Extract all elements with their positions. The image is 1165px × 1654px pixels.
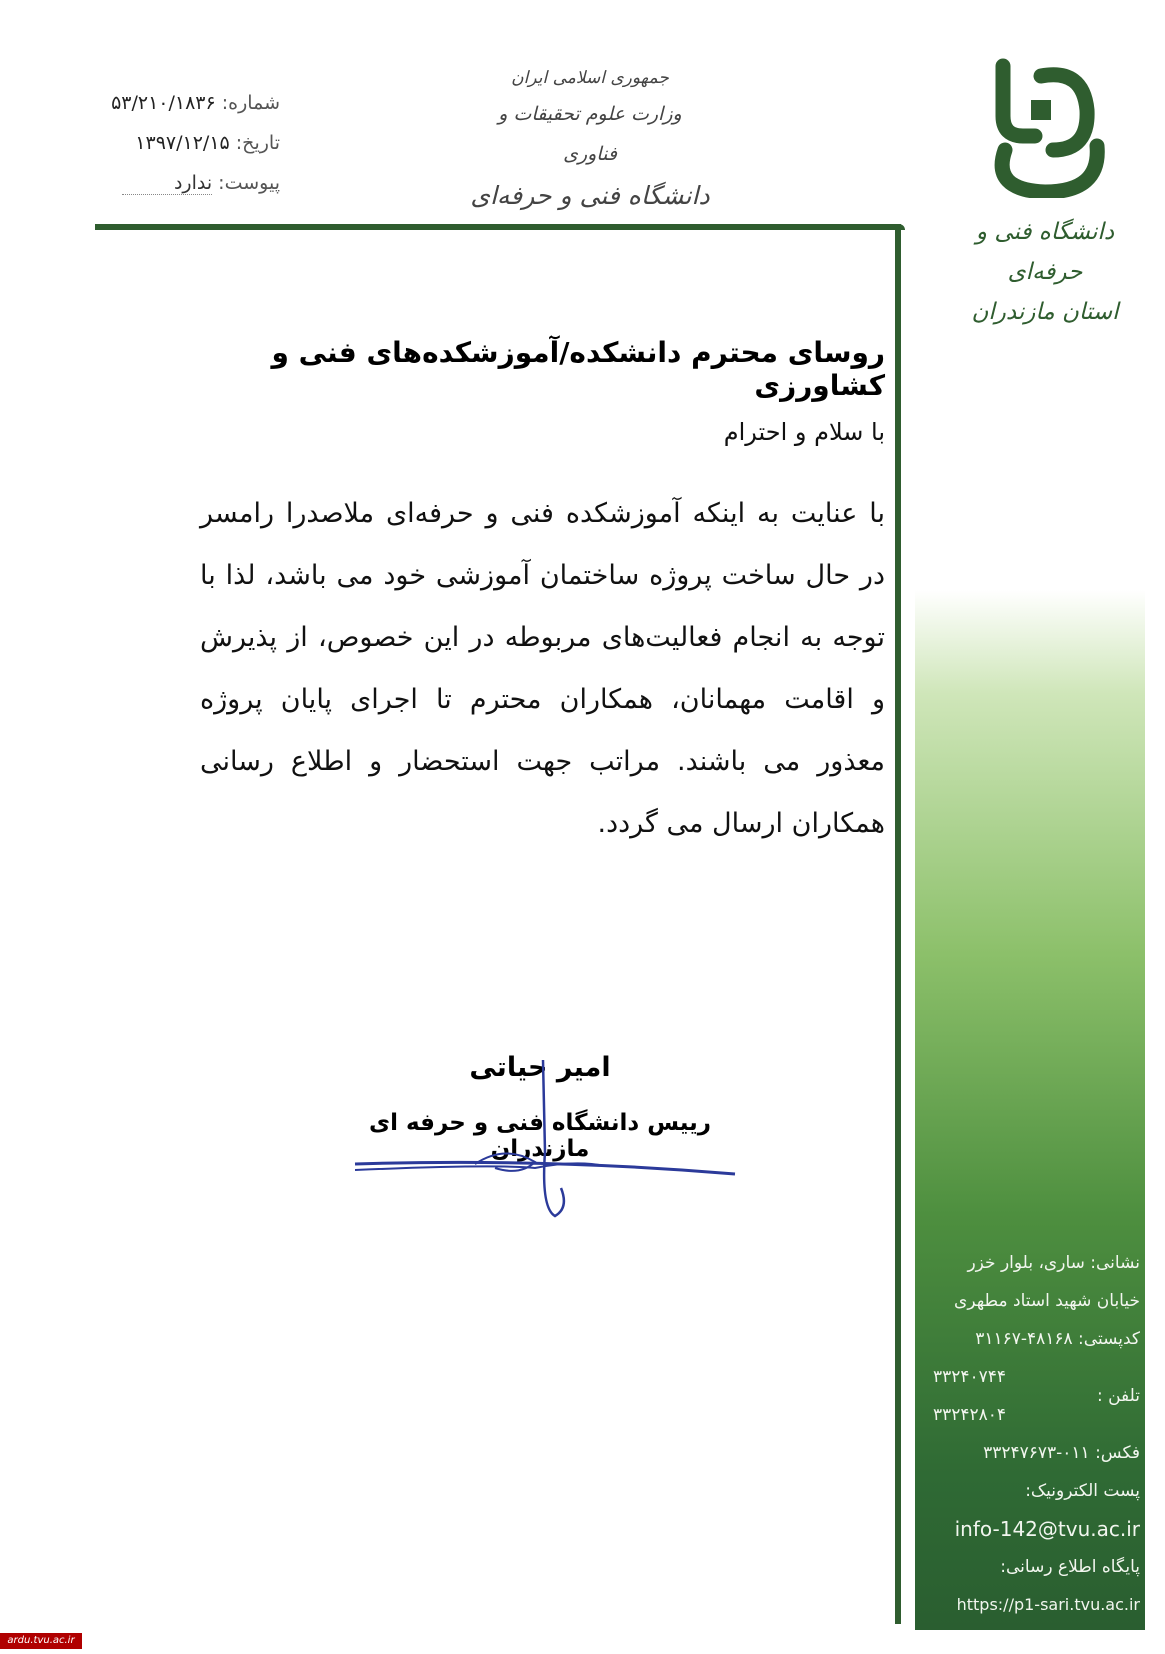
ministry-line-1: جمهوری اسلامی ایران	[511, 68, 669, 88]
letter-addressee: روسای محترم دانشکده/آموزشکده‌های فنی و کشاورزی	[271, 336, 885, 402]
contact-fax-row	[925, 1434, 1140, 1472]
postal-label: کدپستی:	[1078, 1329, 1140, 1349]
phone-value-1: ۳۳۲۴۰۷۴۴	[933, 1367, 1007, 1387]
logo-emblem-icon	[975, 58, 1115, 198]
source-badge[interactable]: ardu.tvu.ac.ir	[0, 1633, 82, 1649]
signer-title: رییس دانشگاه فنی و حرفه ای مازندران	[368, 1110, 711, 1162]
website-value	[925, 1586, 1140, 1624]
address-line-2: خیابان شهید استاد مطهری	[954, 1291, 1140, 1311]
ministry-line-3: دانشگاه فنی و حرفه‌ای	[470, 181, 710, 210]
letter-attachment-value: ندارد	[122, 172, 212, 195]
letter-number-value: ۵۳/۲۱۰/۱۸۳۶	[111, 92, 216, 114]
website-label: پایگاه اطلاع رسانی:	[1000, 1557, 1140, 1577]
letter-attachment-row	[70, 172, 280, 212]
letter-number-row	[70, 92, 280, 132]
signer-name: امیر حیاتی	[469, 1052, 611, 1083]
university-logo	[975, 58, 1115, 198]
email-value	[925, 1510, 1140, 1548]
phone-label: تلفن :	[1096, 1386, 1140, 1406]
logo-text-line-1: دانشگاه فنی و حرفه‌ای	[975, 219, 1115, 285]
letter-attachment-label: پیوست:	[218, 172, 280, 194]
university-logo-text	[950, 212, 1140, 332]
letter-number-label: شماره:	[221, 92, 280, 114]
letterhead-frame-top	[95, 224, 905, 230]
logo-text-line-2: استان مازندران	[971, 299, 1119, 325]
contact-info	[925, 1244, 1140, 1624]
letterhead-frame-right	[895, 224, 901, 1624]
contact-phone-row	[925, 1358, 1140, 1434]
handwritten-signature	[345, 1040, 745, 1230]
letter-meta	[70, 92, 280, 212]
letter-date-row	[70, 132, 280, 172]
contact-postal-row	[925, 1320, 1140, 1358]
address-line-1: ساری، بلوار خزر	[967, 1253, 1085, 1273]
email-label: پست الکترونیک:	[1025, 1481, 1140, 1501]
ministry-header	[470, 62, 710, 218]
letter-greeting: با سلام و احترام	[723, 418, 885, 446]
website-link[interactable]: https://p1-sari.tvu.ac.ir	[956, 1595, 1140, 1614]
letter-date-label: تاریخ:	[235, 132, 280, 154]
postal-value: ۴۸۱۶۸-۳۱۱۶۷	[975, 1329, 1073, 1349]
email-link[interactable]: info-142@tvu.ac.ir	[954, 1517, 1140, 1541]
letter-body: با عنایت به اینکه آموزشکده فنی و حرفه‌ای ملاصدرا رامسر در حال ساخت پروژه ساختمان آموزشی خود می باشد، لذا با توجه به انجام فعالیت‌های مربوطه در این خصوص، از پذیرش و اقامت مهمانان، همکاران محترم تا اجرای پایان پروژه معذور می باشند. مراتب جهت استحضار و اطلاع رسانی همکاران ارسال می گردد.	[200, 498, 885, 839]
fax-value: ۰۱۱-۳۳۲۴۷۶۷۳	[983, 1443, 1090, 1463]
fax-label: فکس:	[1095, 1443, 1140, 1463]
address-label: نشانی:	[1090, 1253, 1140, 1273]
ministry-line-2: وزارت علوم تحقیقات و فناوری	[498, 103, 682, 165]
letter-date-value: ۱۳۹۷/۱۲/۱۵	[135, 132, 230, 154]
contact-address-row	[925, 1244, 1140, 1282]
phone-value-2: ۳۳۲۴۲۸۰۴	[933, 1405, 1007, 1425]
